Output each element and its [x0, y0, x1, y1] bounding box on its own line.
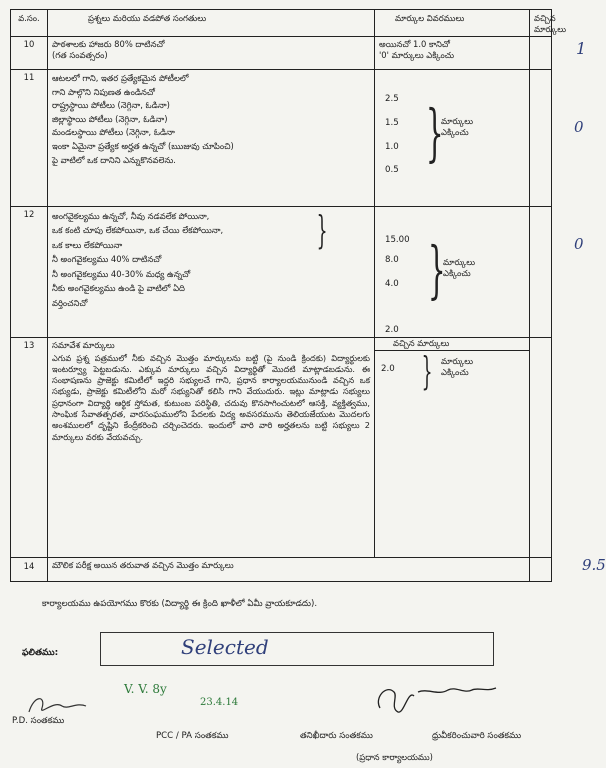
row-marks-detail: [375, 338, 530, 558]
question-line: రాష్ట్రస్థాయి పోటీలు (నెగ్గినా, ఓడినా): [52, 100, 170, 111]
mark-value: 1.0: [385, 142, 399, 152]
question-line: ఒక కంటి చూపు లేకపోయినా, ఒక చేయి లేకపోయినా,: [52, 225, 224, 236]
marks-line: అయినచో 1.0 కానిచో: [379, 39, 450, 49]
total-marks-handwritten: 9.5: [582, 556, 606, 574]
final-signature-label: ధ్రువీకరించువారి సంతకము: [432, 731, 522, 741]
marks-label: ఎక్కించు: [441, 367, 469, 378]
result-handwritten: Selected: [181, 635, 269, 659]
row-obtained: [530, 338, 552, 558]
inspector-signature-label: తనిఖీదారు సంతకము: [300, 731, 373, 741]
row-question: [48, 207, 375, 338]
row-sno: 13: [11, 338, 48, 558]
brace-icon: }: [427, 233, 446, 306]
table-row: [11, 558, 552, 582]
mark-value: 4.0: [385, 279, 399, 289]
question-line: నీకు అంగవైకల్యము ఉండి పై వాటిలో ఏది: [52, 283, 185, 294]
marks-table: [10, 9, 606, 582]
brace-icon: }: [421, 349, 433, 393]
row-sno: 14: [11, 558, 48, 582]
header-marks-detail: మార్కుల వివరములు: [375, 10, 530, 37]
table-row: [11, 338, 552, 558]
head-office-label: (ప్రధాన కార్యాలయము): [356, 752, 433, 762]
row-sno: 11: [11, 70, 48, 207]
table-row: [11, 37, 552, 70]
question-line: నీ అంగవైకల్యము 40-30% మధ్య ఉన్నచో: [52, 268, 191, 279]
question-line: ఒక కాలు లేకపోయినా: [52, 239, 123, 250]
marks-label: ఎక్కించు: [443, 268, 471, 279]
row-sno: 10: [11, 37, 48, 70]
question-line: పై వాటిలో ఒక దానిని ఎన్నుకొనవలెను.: [52, 154, 176, 165]
question-line: జిల్లాస్థాయి పోటీలు (నెగ్గినా, ఓడినా): [52, 113, 168, 124]
office-use-note: కార్యాలయము ఉపయోగము కొరకు (విద్యార్థి ఈ క్రింది ఖాళీలో ఏమీ వ్రాయకూడదు).: [42, 599, 318, 609]
row-question: [48, 558, 530, 582]
row-obtained: [530, 37, 587, 70]
question-line: ఇంకా ఏమైనా ప్రత్యేక అర్హత ఉన్నచో (ఋజువు చూపించి): [52, 141, 234, 152]
mark-value: 8.0: [385, 255, 399, 265]
section-title: సమావేశ మార్కులు: [52, 340, 115, 350]
marks-label: మార్కులు: [441, 356, 474, 366]
question-line: (గత సంవత్సరం): [52, 49, 108, 60]
marks-line: '0' మార్కులు ఎక్కించు: [379, 49, 454, 60]
row-marks-detail: [375, 207, 530, 338]
mark-value: 1.5: [385, 118, 399, 128]
row-marks-detail: [375, 37, 530, 70]
row-question: [48, 37, 375, 70]
mark-value: 15.00: [385, 235, 410, 245]
question-line: గాని పాల్గొని నిపుణత ఉండినచో: [52, 86, 155, 97]
mark-value: 2.0: [381, 364, 395, 374]
obtained-handwritten: 1: [576, 39, 587, 58]
pcc-signature-label: PCC / PA సంతకము: [156, 731, 229, 741]
question-line: ఆటలలో గాని, ఇతర ప్రత్యేకమైన పోటీలలో: [52, 73, 189, 83]
received-marks-header: వచ్చిన మార్కులు: [375, 338, 529, 351]
header-marks-obtained: వచ్చిన మార్కులు: [530, 10, 552, 37]
pcc-handwriting: V. V. 8y: [124, 682, 167, 696]
row-obtained: [530, 207, 584, 338]
marks-label: మార్కులు: [443, 257, 476, 267]
table-row: [11, 207, 552, 338]
question-line: వర్తించనిచో: [52, 297, 88, 308]
result-label: ఫలితము:: [22, 648, 59, 658]
header-questions: ప్రశ్నలు మరియు వడపోత సంగతులు: [48, 10, 375, 37]
obtained-handwritten: 0: [574, 118, 584, 136]
result-box: [100, 632, 494, 666]
question-line: మండలస్థాయి పోటీలు (నెగ్గినా, ఓడినా: [52, 127, 175, 138]
question-line: పాఠశాలకు హాజరు 80% దాటినచో: [52, 39, 165, 49]
row-obtained: [530, 556, 606, 582]
inspector-signature: [368, 678, 508, 718]
marks-label: మార్కులు: [441, 116, 474, 126]
question-line: మౌలిక పరీక్ష అయిన తరువాత వచ్చిన మొత్తం మార్కులు: [52, 560, 234, 570]
row-question: [48, 338, 375, 558]
row-question: [48, 70, 375, 207]
marks-label: ఎక్కించు: [441, 127, 469, 138]
question-line: అంగవైకల్యము ఉన్నచో, నీవు నడవలేక పోయినా,: [52, 211, 210, 221]
obtained-handwritten: 0: [574, 235, 584, 253]
question-line: నీ అంగవైకల్యము 40% దాటినచో: [52, 254, 162, 265]
brace-icon: }: [316, 208, 328, 252]
table-header-row: [11, 10, 552, 37]
pd-signature-label: P.D. సంతకము: [12, 716, 65, 726]
mark-value: 2.0: [385, 325, 399, 335]
header-sno: వ.సం.: [11, 10, 48, 37]
row-marks-detail: [375, 70, 530, 207]
row-sno: 12: [11, 207, 48, 338]
table-row: [11, 70, 552, 207]
mark-value: 2.5: [385, 94, 399, 104]
date-handwriting: 23.4.14: [200, 697, 239, 708]
row-obtained: [530, 70, 584, 207]
mark-value: 0.5: [385, 165, 399, 175]
brace-icon: }: [425, 96, 444, 169]
interview-paragraph: ఎగువ ప్రశ్న పత్రములో నీకు వచ్చిన మొత్తం మార్కులను బట్టి (పై నుండి క్రిందకు) విద్యార్థులకు ఇంటర్వ్యూ పెట్టబడును. ఎక్కువ మార్కులు వచ్చిన విద్యార్థితో మొదటి మాట్లాడబడును. ఈ సంభాషణను ప్రాజెక్టు కమిటీలో ఇద్దరి సభ్యులచే గాని, ప్రధాన కార్యాలయమునుండి వచ్చిన ఒక సభ్యుడు, ప్రాజెక్టు కమిటీలోని మరో సభ్యునితో కలిసి గాని వేయుదురు. ఇట్లు మాట్లాడు సభ్యులు ప్రధానంగా విద్యార్థి ఆర్థిక స్తోమత, కుటుంబ పరిస్థితి, చదువు కొనసాగించుటలో ఆసక్తి, వ్యక్తిత్వము, సాంఘిక సేవాతత్పరత, వారసంఘములోని పేదలకు విద్య అవసరమును తెలియజేయుట మొదలగు అంశములలో దృష్టిని కేంద్రీకరించి చర్చించెదరు. ఇందులో వారి వారి అర్హతలను బట్టి సభ్యులు 2 మార్కులు వరకు వేయవచ్చు.: [52, 352, 370, 442]
